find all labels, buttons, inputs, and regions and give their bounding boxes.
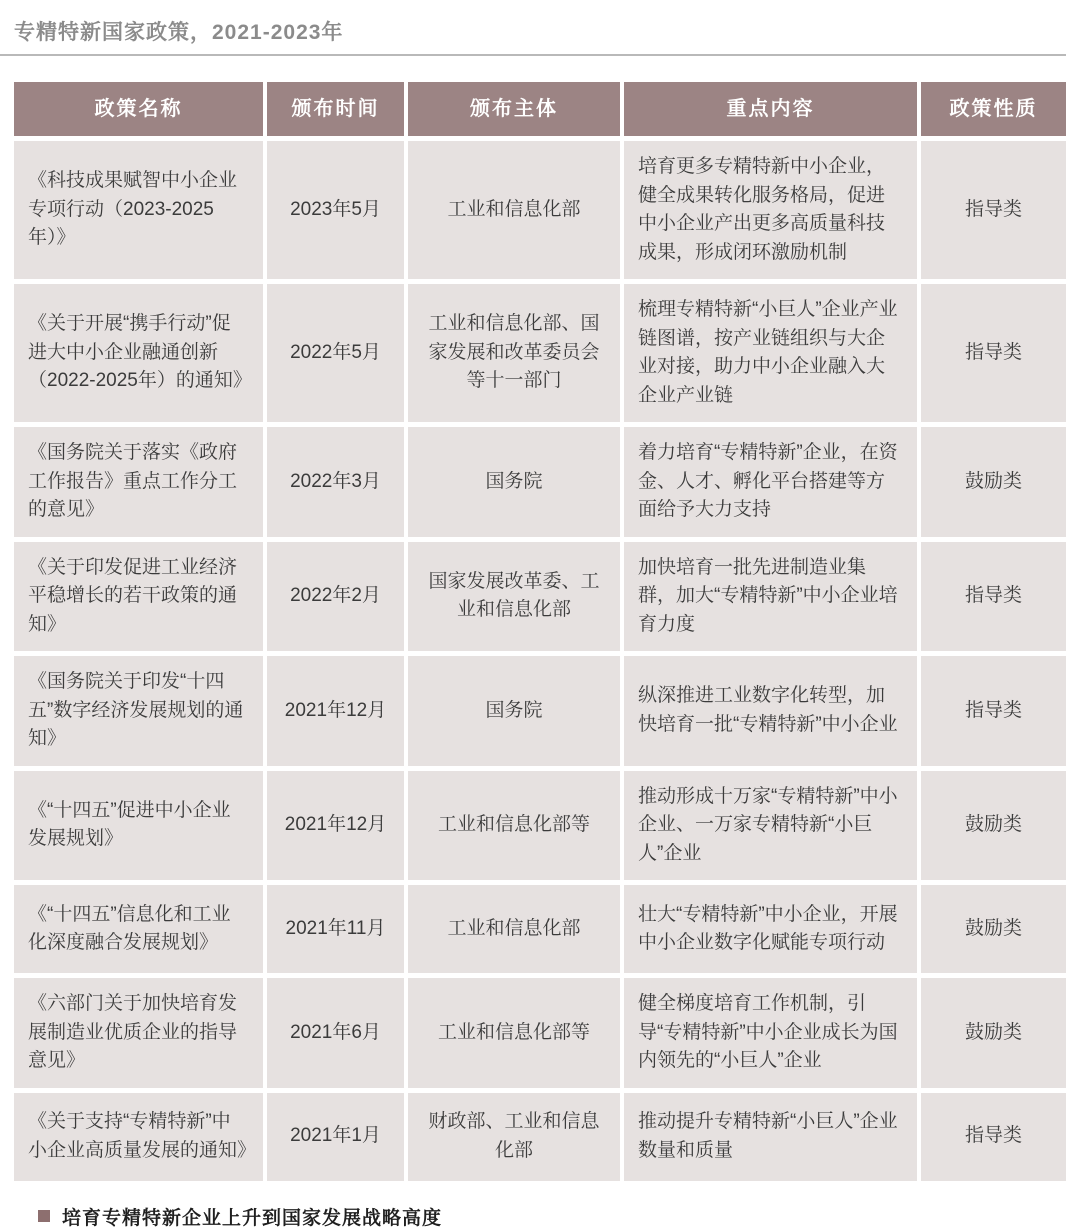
table-cell-date: 2021年11月 (267, 885, 404, 973)
table-cell-issuer: 工业和信息化部等 (408, 978, 620, 1088)
table-cell-date: 2021年12月 (267, 656, 404, 766)
table-cell-issuer: 国务院 (408, 656, 620, 766)
table-cell-issuer: 国务院 (408, 427, 620, 537)
table-cell-name: 《科技成果赋智中小企业专项行动（2023-2025年）》 (14, 141, 263, 279)
square-bullet-icon (38, 1210, 50, 1222)
table-cell-date: 2022年3月 (267, 427, 404, 537)
page-title: 专精特新国家政策，2021-2023年 (14, 21, 344, 44)
table-cell-content: 着力培育“专精特新”企业，在资金、人才、孵化平台搭建等方面给予大力支持 (624, 427, 917, 537)
table-cell-content: 梳理专精特新“小巨人”企业产业链图谱，按产业链组织与大企业对接，助力中小企业融入大企业产业链 (624, 284, 917, 422)
table-cell-issuer: 工业和信息化部 (408, 141, 620, 279)
column-header-nature: 政策性质 (921, 82, 1066, 136)
table-cell-name: 《关于印发促进工业经济平稳增长的若干政策的通知》 (14, 542, 263, 652)
table-cell-issuer: 工业和信息化部、国家发展和改革委员会等十一部门 (408, 284, 620, 422)
table-cell-name: 《国务院关于落实《政府工作报告》重点工作分工的意见》 (14, 427, 263, 537)
footnote (38, 1203, 1080, 1230)
table-cell-date: 2021年6月 (267, 978, 404, 1088)
table-cell-nature: 指导类 (921, 1093, 1066, 1181)
table-cell-nature: 指导类 (921, 656, 1066, 766)
title-section (0, 0, 1066, 56)
table-cell-content: 推动提升专精特新“小巨人”企业数量和质量 (624, 1093, 917, 1181)
table-cell-date: 2021年1月 (267, 1093, 404, 1181)
table-cell-content: 纵深推进工业数字化转型，加快培育一批“专精特新”中小企业 (624, 656, 917, 766)
table-cell-content: 壮大“专精特新”中小企业，开展中小企业数字化赋能专项行动 (624, 885, 917, 973)
column-header-date: 颁布时间 (267, 82, 404, 136)
table-cell-nature: 鼓励类 (921, 978, 1066, 1088)
table-cell-date: 2022年5月 (267, 284, 404, 422)
policy-table (14, 82, 1066, 1181)
table-cell-name: 《关于支持“专精特新”中小企业高质量发展的通知》 (14, 1093, 263, 1181)
table-cell-nature: 鼓励类 (921, 885, 1066, 973)
table-cell-date: 2021年12月 (267, 771, 404, 881)
table-cell-nature: 鼓励类 (921, 771, 1066, 881)
table-cell-name: 《关于开展“携手行动”促进大中小企业融通创新（2022-2025年）的通知》 (14, 284, 263, 422)
table-cell-issuer: 工业和信息化部 (408, 885, 620, 973)
table-cell-name: 《“十四五”促进中小企业发展规划》 (14, 771, 263, 881)
column-header-name: 政策名称 (14, 82, 263, 136)
table-cell-content: 培育更多专精特新中小企业，健全成果转化服务格局，促进中小企业产出更多高质量科技成果，形成闭环激励机制 (624, 141, 917, 279)
table-cell-nature: 指导类 (921, 542, 1066, 652)
table-cell-issuer: 财政部、工业和信息化部 (408, 1093, 620, 1181)
table-cell-name: 《六部门关于加快培育发展制造业优质企业的指导意见》 (14, 978, 263, 1088)
table-cell-issuer: 国家发展改革委、工业和信息化部 (408, 542, 620, 652)
table-cell-nature: 指导类 (921, 284, 1066, 422)
table-cell-nature: 指导类 (921, 141, 1066, 279)
table-cell-content: 推动形成十万家“专精特新”中小企业、一万家专精特新“小巨人”企业 (624, 771, 917, 881)
table-cell-content: 健全梯度培育工作机制，引导“专精特新”中小企业成长为国内领先的“小巨人”企业 (624, 978, 917, 1088)
footnote-text: 培育专精特新企业上升到国家发展战略高度 (62, 1207, 443, 1229)
column-header-issuer: 颁布主体 (408, 82, 620, 136)
table-cell-nature: 鼓励类 (921, 427, 1066, 537)
table-cell-issuer: 工业和信息化部等 (408, 771, 620, 881)
table-cell-name: 《国务院关于印发“十四五”数字经济发展规划的通知》 (14, 656, 263, 766)
table-cell-date: 2022年2月 (267, 542, 404, 652)
column-header-content: 重点内容 (624, 82, 917, 136)
table-cell-date: 2023年5月 (267, 141, 404, 279)
table-cell-content: 加快培育一批先进制造业集群，加大“专精特新”中小企业培育力度 (624, 542, 917, 652)
table-cell-name: 《“十四五”信息化和工业化深度融合发展规划》 (14, 885, 263, 973)
